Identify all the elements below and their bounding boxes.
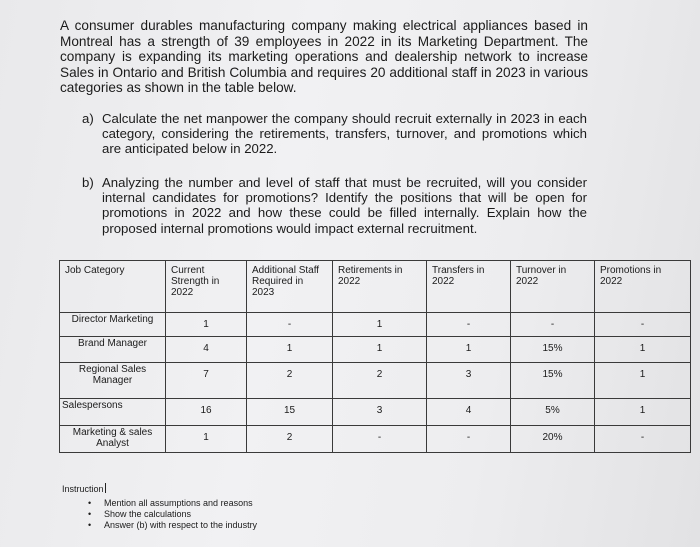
cell-category: Brand Manager <box>60 337 166 362</box>
header-transfers: Transfers in 2022 <box>427 261 511 313</box>
cell-value: 16 <box>166 399 247 425</box>
cell-category: Regional Sales Manager <box>60 362 166 399</box>
cell-value: 4 <box>166 337 247 362</box>
cell-value: 15% <box>511 362 595 399</box>
cell-value: 5% <box>511 399 595 425</box>
cell-value: 1 <box>166 425 247 452</box>
header-current-strength: Current Strength in 2022 <box>166 261 247 313</box>
cell-value: 3 <box>427 362 511 399</box>
header-additional-staff: Additional Staff Required in 2023 <box>247 261 333 313</box>
table-header-row <box>60 261 691 313</box>
cell-value: 3 <box>333 399 427 425</box>
instruction-text: Show the calculations <box>104 509 192 519</box>
table-row <box>60 337 691 362</box>
cell-category: Salespersons <box>60 399 166 425</box>
question-b-label: b) <box>82 175 94 190</box>
bullet-icon: • <box>88 498 92 508</box>
cell-value: 1 <box>595 337 691 362</box>
intro-paragraph: A consumer durables manufacturing company making electrical appliances based in Montreal has a strength of 39 employees in 2022 in its Marketing Department. The company is expanding its marketing operations and dealership network to increase Sales in Ontario and British Columbia and requires 20 additional staff in 2023 in various categories as shown in the table below. <box>60 18 588 96</box>
bullet-icon: • <box>88 509 92 519</box>
instructions <box>62 483 257 531</box>
header-job-category: Job Category <box>60 261 166 313</box>
table-row <box>60 362 691 399</box>
question-b-text: Analyzing the number and level of staff that must be recruited, will you consider internal candidates for promotions? Identify the positions that will be open for promotions in 2022 and how these could be filled internally. Explain how the proposed internal promotions would impact external recruitment. <box>102 175 587 236</box>
question-a <box>82 111 587 157</box>
instructions-list <box>90 498 257 531</box>
question-a-text: Calculate the net manpower the company should recruit externally in 2023 in each category, considering the retirements, transfers, turnover, and promotions which are anticipated below in 2022. <box>102 111 587 157</box>
question-a-label: a) <box>82 111 94 126</box>
cell-value: 7 <box>166 362 247 399</box>
cell-value: 1 <box>595 362 691 399</box>
instructions-title: Instruction <box>62 484 104 494</box>
cell-value: 1 <box>333 337 427 362</box>
manpower-table <box>59 260 691 453</box>
list-item <box>90 520 257 531</box>
bullet-icon: • <box>88 520 92 530</box>
cell-value: 2 <box>247 362 333 399</box>
question-b <box>82 175 587 236</box>
cell-value: 15% <box>511 337 595 362</box>
cell-value: - <box>511 312 595 336</box>
cell-value: 15 <box>247 399 333 425</box>
cell-value: - <box>333 425 427 452</box>
table-row <box>60 399 691 425</box>
list-item <box>90 498 257 509</box>
text-cursor <box>105 483 106 493</box>
cell-value: 2 <box>333 362 427 399</box>
cell-value: 1 <box>427 337 511 362</box>
list-item <box>90 509 257 520</box>
cell-value: 2 <box>247 425 333 452</box>
cell-value: - <box>427 425 511 452</box>
cell-value: - <box>595 312 691 336</box>
cell-value: - <box>247 312 333 336</box>
cell-value: 20% <box>511 425 595 452</box>
header-promotions: Promotions in 2022 <box>595 261 691 313</box>
header-turnover: Turnover in 2022 <box>511 261 595 313</box>
cell-value: 4 <box>427 399 511 425</box>
cell-value: 1 <box>247 337 333 362</box>
cell-value: - <box>427 312 511 336</box>
cell-category: Director Marketing <box>60 312 166 336</box>
table-row <box>60 312 691 336</box>
cell-value: 1 <box>595 399 691 425</box>
cell-value: - <box>595 425 691 452</box>
cell-category: Marketing & sales Analyst <box>60 425 166 452</box>
header-retirements: Retirements in 2022 <box>333 261 427 313</box>
cell-value: 1 <box>333 312 427 336</box>
instruction-text: Answer (b) with respect to the industry <box>104 520 258 530</box>
cell-value: 1 <box>166 312 247 336</box>
instruction-text: Mention all assumptions and reasons <box>104 498 253 508</box>
table-row <box>60 425 691 452</box>
